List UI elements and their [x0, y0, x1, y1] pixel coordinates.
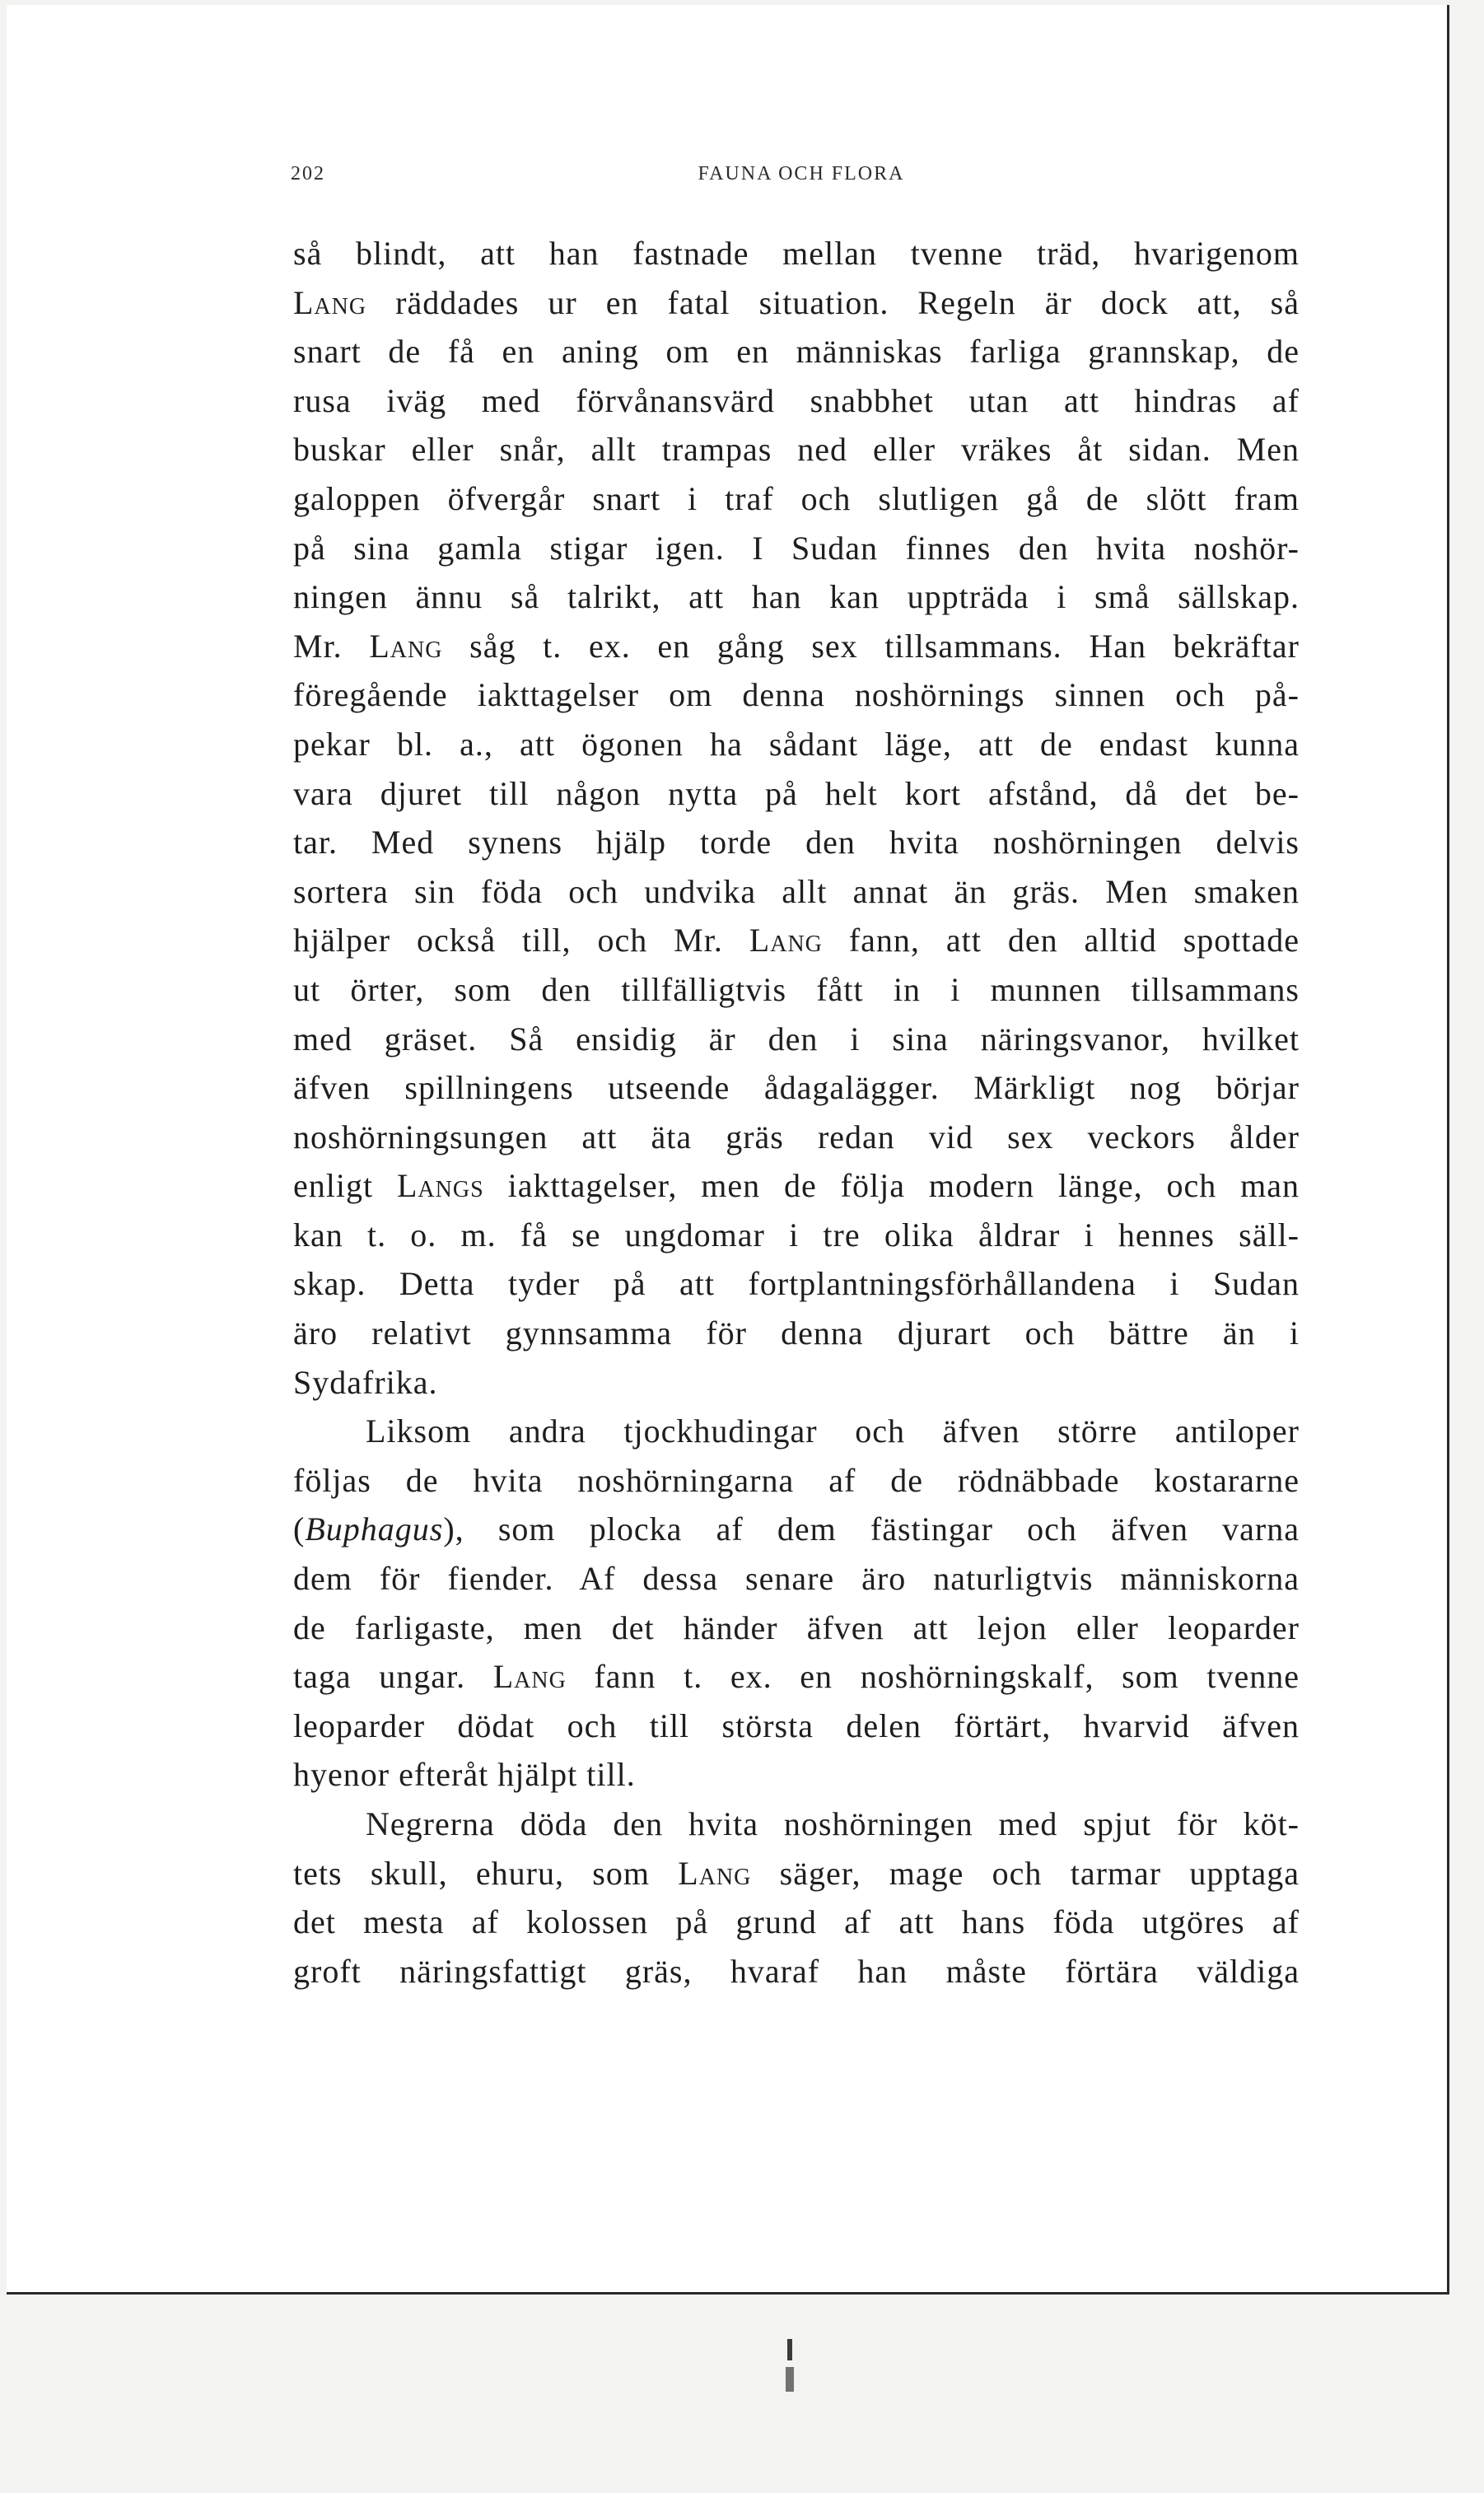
text-line: skap. Detta tyder på att fortplantningsförhållandena i Sudan — [293, 1265, 1300, 1303]
text-line: snart de få en aning om en människas farliga grannskap, de — [293, 333, 1300, 371]
text-line: med gräset. Så ensidig är den i sina näringsvanor, hvilket — [293, 1020, 1300, 1057]
text-line: så blindt, att han fastnade mellan tvenne träd, hvarigenom — [293, 235, 1300, 272]
text-line: rusa iväg med förvånansvärd snabbhet utan att hindras af — [293, 381, 1300, 419]
running-head — [291, 163, 1304, 196]
text-line: Lang räddades ur en fatal situation. Regeln är dock att, så — [293, 283, 1300, 321]
text-line: ut örter, som den tillfälligtvis fått in i munnen tillsammans — [293, 970, 1300, 1008]
text-line: på sina gamla stigar igen. I Sudan finnes den hvita noshör- — [293, 529, 1300, 567]
text-line: äfven spillningens utseende ådagalägger. Märkligt nog börjar — [293, 1069, 1300, 1107]
body-text — [293, 229, 1300, 1996]
text-line: följas de hvita noshörningarna af de rödnäbbade kostararne — [293, 1461, 1300, 1499]
paragraph-end-line: Sydafrika. — [293, 1363, 438, 1401]
text-line: ningen ännu så talrikt, att han kan uppträda i små sällskap. — [293, 578, 1300, 616]
text-line: tar. Med synens hjälp torde den hvita noshörningen delvis — [293, 824, 1300, 861]
text-line: leoparder dödat och till största delen förtärt, hvarvid äfven — [293, 1706, 1300, 1744]
text-line: pekar bl. a., att ögonen ha sådant läge, att de endast kunna — [293, 725, 1300, 763]
text-line: det mesta af kolossen på grund af att hans föda utgöres af — [293, 1903, 1300, 1941]
paragraph-end-line: hyenor efteråt hjälpt till. — [293, 1756, 636, 1794]
text-line: buskar eller snår, allt trampas ned eller vräkes åt sidan. Men — [293, 431, 1300, 469]
text-line: enligt Langs iakttagelser, men de följa modern länge, och man — [293, 1167, 1300, 1205]
scan-artifact-mark — [786, 2367, 794, 2392]
text-line: taga ungar. Lang fann t. ex. en noshörningskalf, som tvenne — [293, 1658, 1300, 1696]
text-line: sortera sin föda och undvika allt annat än gräs. Men smaken — [293, 872, 1300, 910]
text-line: (Buphagus), som plocka af dem fästingar och äfven varna — [293, 1510, 1300, 1548]
scan-artifact-mark — [787, 2339, 792, 2360]
text-line: vara djuret till någon nytta på helt kort afstånd, då det be- — [293, 774, 1300, 812]
page-number: 202 — [291, 163, 325, 184]
paragraph-start-line: Liksom andra tjockhudingar och äfven större antiloper — [366, 1412, 1300, 1450]
text-line: groft näringsfattigt gräs, hvaraf han måste förtära väldiga — [293, 1952, 1300, 1990]
text-line: noshörningsungen att äta gräs redan vid sex veckors ålder — [293, 1118, 1300, 1155]
running-title: FAUNA OCH FLORA — [698, 163, 905, 184]
text-line: galoppen öfvergår snart i traf och slutligen gå de slött fram — [293, 479, 1300, 517]
text-line: hjälper också till, och Mr. Lang fann, att den alltid spottade — [293, 922, 1300, 959]
text-line: kan t. o. m. få se ungdomar i tre olika åldrar i hennes säll- — [293, 1216, 1300, 1254]
text-line: äro relativt gynnsamma för denna djurart och bättre än i — [293, 1314, 1300, 1352]
text-line: föregående iakttagelser om denna noshörnings sinnen och på- — [293, 676, 1300, 714]
text-line: tets skull, ehuru, som Lang säger, mage och tarmar upptaga — [293, 1854, 1300, 1892]
text-line: Mr. Lang såg t. ex. en gång sex tillsammans. Han bekräftar — [293, 627, 1300, 665]
paragraph-start-line: Negrerna döda den hvita noshörningen med spjut för köt- — [366, 1805, 1300, 1842]
text-line: de farligaste, men det händer äfven att lejon eller leoparder — [293, 1608, 1300, 1646]
text-line: dem för fiender. Af dessa senare äro naturligtvis människorna — [293, 1560, 1300, 1598]
